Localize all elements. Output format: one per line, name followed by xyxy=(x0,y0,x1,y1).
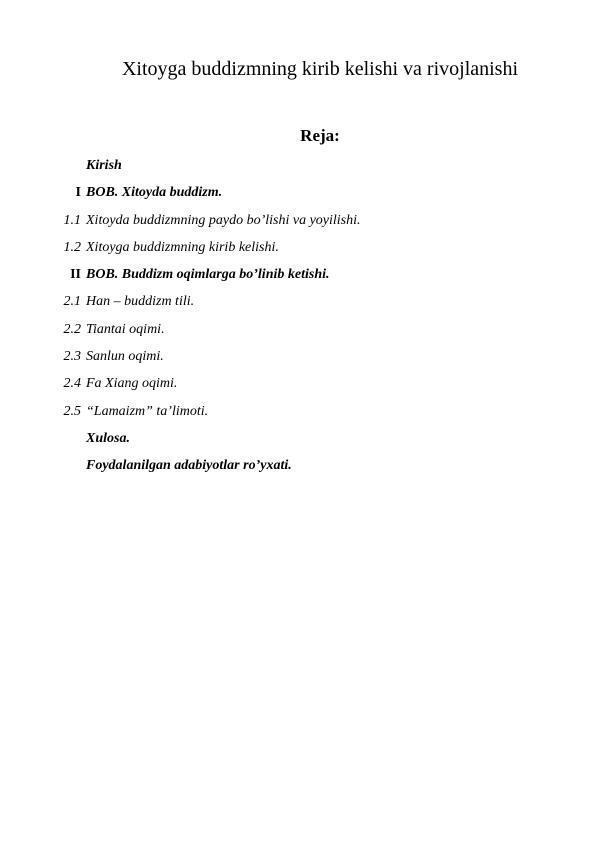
toc-item-text: Han – buddizm tili. xyxy=(86,294,195,310)
toc-section-1-2 xyxy=(0,239,596,266)
toc-item-number: 2.2 xyxy=(63,321,81,337)
toc-item-number: 2.3 xyxy=(63,349,81,365)
toc-section-2-4 xyxy=(0,375,596,402)
toc-item-conclusion xyxy=(0,430,596,457)
toc-chapter-1 xyxy=(0,184,596,211)
toc-item-number: 1.2 xyxy=(63,239,81,255)
toc-section-2-3 xyxy=(0,348,596,375)
document-title: Xitoyga buddizmning kirib kelishi va rivojlanishi xyxy=(121,58,519,80)
toc-item-number: 2.4 xyxy=(63,376,81,392)
toc-chapter-2 xyxy=(0,266,596,293)
toc-item-text: BOB. Xitoyda buddizm. xyxy=(86,185,223,201)
toc-item-text: Xulosa. xyxy=(86,430,130,446)
toc-item-text: Sanlun oqimi. xyxy=(86,349,164,365)
toc-item-text: Xitoyda buddizmning paydo bo’lishi va yoyilishi. xyxy=(86,212,361,228)
toc-item-text: Kirish xyxy=(86,158,122,173)
toc-item-text: Foydalanilgan adabiyotlar ro’yxati. xyxy=(86,458,292,474)
toc-section-2-1 xyxy=(0,293,596,320)
toc-section-1-1 xyxy=(0,212,596,239)
toc-item-text: BOB. Buddizm oqimlarga bo’linib ketishi. xyxy=(86,267,330,283)
toc-item-references xyxy=(0,457,596,484)
toc-item-number: II xyxy=(70,267,81,283)
toc-item-text: Xitoyga buddizmning kirib kelishi. xyxy=(86,239,279,255)
toc-item-number: 1.1 xyxy=(63,212,81,228)
toc-section-2-5 xyxy=(0,403,596,430)
toc-item-number: 2.1 xyxy=(63,294,81,310)
toc-item-text: “Lamaizm” ta’limoti. xyxy=(86,403,209,419)
toc-item-text: Tiantai oqimi. xyxy=(86,321,165,337)
toc-section-2-2 xyxy=(0,321,596,348)
toc-item-number: I xyxy=(75,185,81,201)
toc-item-text: Fa Xiang oqimi. xyxy=(86,376,178,392)
toc-item-number: 2.5 xyxy=(63,403,81,419)
table-of-contents xyxy=(0,157,596,485)
toc-item-intro xyxy=(0,157,596,184)
plan-heading: Reja: xyxy=(300,126,340,145)
